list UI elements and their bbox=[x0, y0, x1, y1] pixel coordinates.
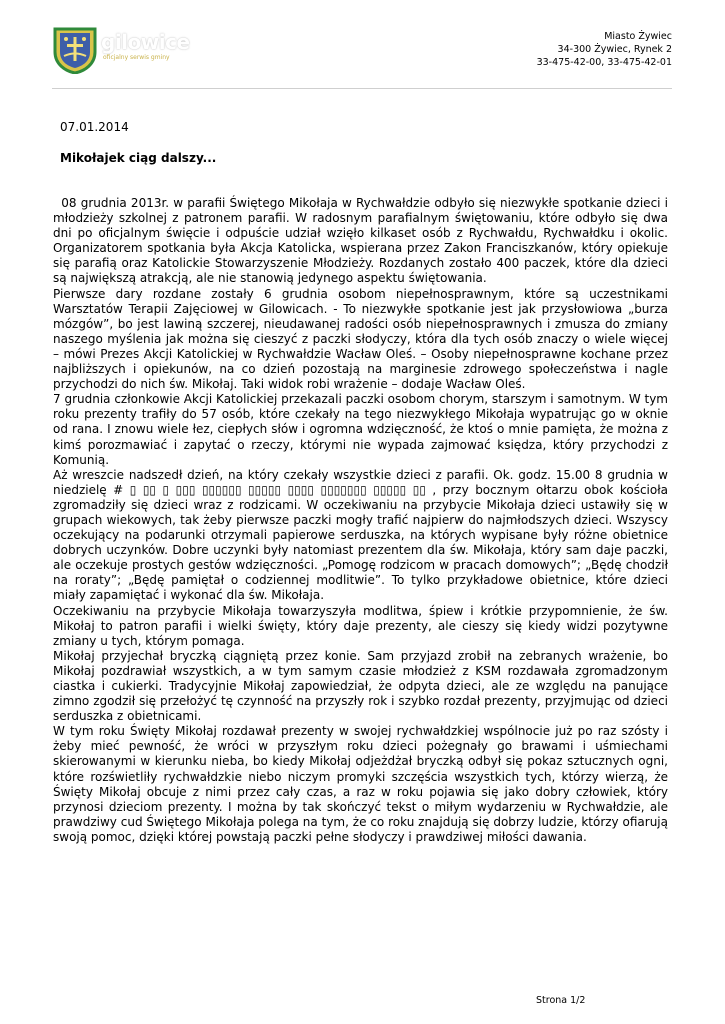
address-block bbox=[537, 30, 672, 69]
article-date: 07.01.2014 bbox=[60, 120, 129, 134]
address-phone: 33-475-42-00, 33-475-42-01 bbox=[536, 57, 672, 68]
page-number: Strona 1/2 bbox=[536, 995, 586, 1006]
header-divider bbox=[52, 88, 672, 89]
article-paragraph: 08 grudnia 2013r. w parafii Świętego Mikołaja w Rychwałdzie odbyło się niezwykłe spotkanie dzieci i młodzieży szkolnej z patronem parafii. W radosnym parafialnym świętowaniu, które odbyło się dwa dni po oficjalnym święcie i odpuście udział wzięło kilkaset osób z Rychwałdu, Rychwałdku i okolic. Organizatorem spotkania była Akcja Katolicka, wspierana przez Zakon Franciszkanów, który opiekuje się parafią oraz Katolickie Stowarzyszenie Młodzieży. Rozdanych zostało 400 paczek, które dla dzieci są największą atrakcją, ale nie stanowią jedynego aspektu świętowania. bbox=[53, 196, 672, 286]
article-body bbox=[53, 196, 672, 845]
article-paragraph: Pierwsze dary rozdane zostały 6 grudnia osobom niepełnosprawnym, które są uczestnikami Warsztatów Terapii Zajęciowej w Gilowicach. - To niezwykłe spotkanie jest jak przysłowiowa „burza mózgów”, bo jest lawiną szczerej, nieudawanej radości osób niepełnosprawnych i zmusza do zmiany naszego myślenia jak można się cieszyć z paczki słodyczy, która dla tych osób znaczy o wiele więcej – mówi Prezes Akcji Katolickiej w Rychwałdzie Wacław Oleś. – Osoby niepełnosprawne kochane przez najbliższych i opiekunów, na co dzień pozostają na marginesie zdrowego społeczeństwa i nagle przychodzi do nich św. Mikołaj. Taki widok robi wrażenie – dodaje Wacław Oleś. bbox=[53, 286, 668, 392]
address-city: Miasto Żywiec bbox=[604, 31, 672, 42]
article-paragraph: Oczekiwaniu na przybycie Mikołaja towarzyszyła modlitwa, śpiew i krótkie przypomnienie, że św. Mikołaj to patron parafii i wielki święty, który daje prezenty, ale cieszy się kiedy widzi pozytywne zmiany u tych, którym pomaga. bbox=[53, 603, 668, 648]
article-paragraph: 7 grudnia członkowie Akcji Katolickiej przekazali paczki osobom chorym, starszym i samotnym. W tym roku prezenty trafiły do 57 osób, które czekały na tego niezwykłego Mikołaja wypatrując go w oknie od rana. I znowu wiele łez, ciepłych słów i ogromna wdzięczność, że ktoś o mnie pamięta, że można z kimś porozmawiać i zapytać o rzeczy, którymi nie wypada zajmować księdza, który przychodzi z Komunią. bbox=[53, 392, 668, 467]
address-street: 34-300 Żywiec, Rynek 2 bbox=[557, 44, 672, 55]
article-paragraph: Aż wreszcie nadszedł dzień, na który czekały wszystkie dzieci z parafii. Ok. godz. 15.00 8 grudnia w niedzielę # ▯ ▯▯ ▯ ▯▯▯ ▯▯▯▯▯▯ ▯▯▯▯▯ ▯▯▯▯ ▯▯▯▯▯▯▯ ▯▯▯▯▯ ▯▯ , przy bocznym ołtarzu obok kościoła zgromadziły się dzieci wraz z rodzicami. W oczekiwaniu na przybycie Mikołaja dzieci ustawiły się w grupach wiekowych, tak żeby pierwsze paczki mogły trafić najpierw do najmłodszych dzieci. Wszyscy oczekujący na podarunki otrzymali papierowe serduszka, na których wypisane były różne obietnice dobrych uczynków. Dobre uczynki były natomiast prezentem dla św. Mikołaja, który sam daje paczki, ale oczekuje prostych gestów wdzięczności. „Pomogę rodzicom w pracach domowych”; „Będę chodził na roraty”; „Będę pamiętał o codziennej modlitwie”. To tylko przykładowe obietnice, które dzieci miały zapamiętać i wykonać dla św. Mikołaja. bbox=[53, 467, 668, 603]
article-paragraph: Mikołaj przyjechał bryczką ciągniętą przez konie. Sam przyjazd zrobił na zebranych wrażenie, bo Mikołaj pozdrawiał wszystkich, a w tym samym czasie młodzież z KSM rozdawała zgromadzonym ciastka i cukierki. Tradycyjnie Mikołaj zapowiedział, że odpyta dzieci, ale ze względu na panujące zimno zgodził się przełożyć tę czynność na przyszły rok i szybko rozdał prezenty, przyjmując od dzieci serduszka z obietnicami. bbox=[53, 648, 668, 724]
logo-subtitle: oficjalny serwis gminy bbox=[103, 54, 170, 61]
site-logo[interactable] bbox=[52, 26, 192, 78]
article-title: Mikołajek ciąg dalszy... bbox=[60, 151, 217, 165]
coat-of-arms-icon bbox=[52, 26, 98, 74]
article-paragraph: W tym roku Święty Mikołaj rozdawał prezenty w swojej rychwałdzkiej wspólnocie już po raz szósty i żeby mieć pewność, że wróci w przyszłym roku dzieci pożegnały go brawami i uśmiechami skierowanymi w kierunku nieba, bo kiedy Mikołaj odjeżdżał bryczką odbył się pokaz sztucznych ogni, które rozświetliły rychwałdzkie niebo niczym promyki szczęścia wszystkich tych, którzy wierzą, że Święty Mikołaj obcuje z nimi przez cały czas, a raz w roku pojawia się jako dobry człowiek, który przynosi dzieciom prezenty. I można by tak skończyć tekst o miłym wydarzeniu w Rychwałdzie, ale prawdziwy cud Świętego Mikołaja polega na tym, że co roku znajdują się dobrzy ludzie, którzy ofiarują swoją pomoc, dzięki której powstają paczki pełne słodyczy i prawdziwej miłości dawania. bbox=[53, 724, 668, 844]
logo-wordmark: gilowice bbox=[101, 30, 190, 54]
